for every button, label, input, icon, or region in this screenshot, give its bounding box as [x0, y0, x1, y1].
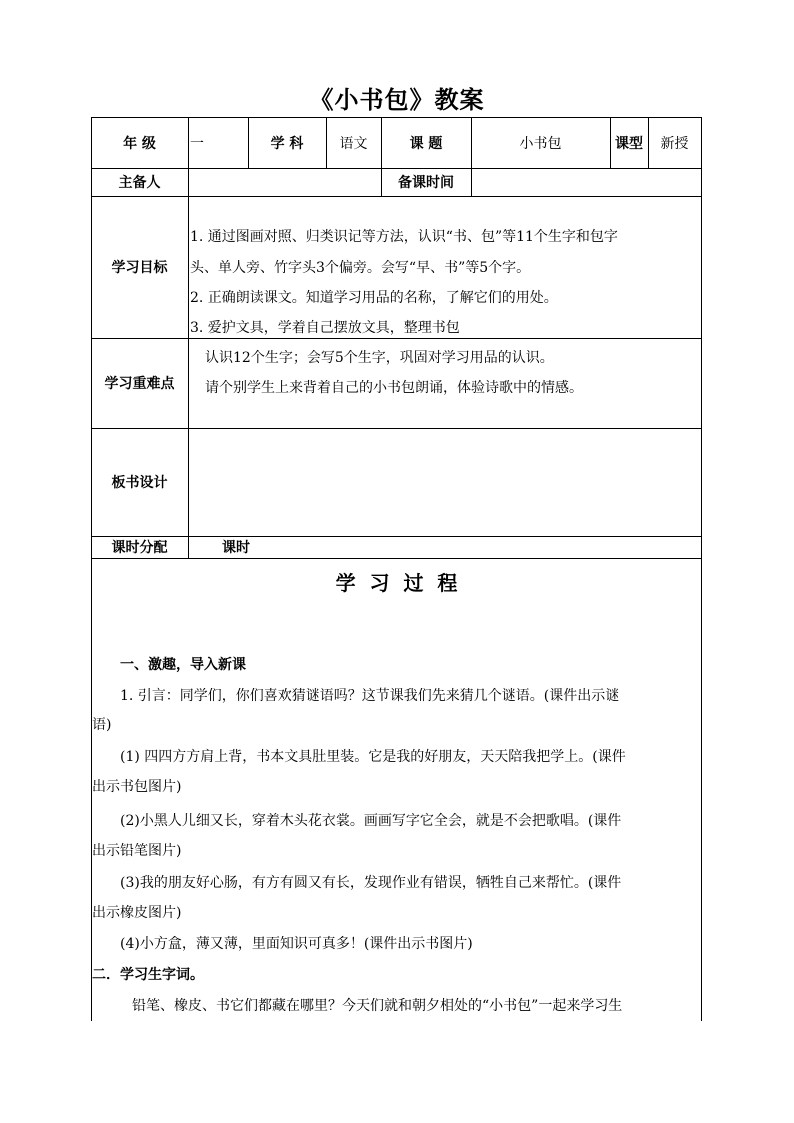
key-point-line: 请个别学生上来背着自己的小书包朗诵，体验诗歌中的情感。	[205, 380, 583, 396]
prep-time-label: 备课时间	[398, 175, 454, 191]
board-design-label: 板书设计	[111, 475, 168, 491]
preparer-value	[188, 168, 381, 196]
section-heading: 一、激趣，导入新课	[120, 657, 246, 673]
grade-label: 年 级	[123, 135, 156, 152]
process-line: 出示书包图片)	[92, 779, 182, 795]
subject-label: 学 科	[270, 135, 304, 152]
type-label: 课型	[615, 135, 643, 152]
section-heading: 二．学习生字词。	[92, 967, 204, 983]
objective-line: 1. 通过图画对照、归类识记等方法，认识“书、包”等11个生字和包字	[190, 229, 618, 245]
process-line: 1. 引言：同学们，你们喜欢猜谜语吗？这节课我们先来猜几个谜语。(课件出示谜	[120, 688, 620, 704]
process-line: 语)	[92, 717, 112, 733]
document-title: 《小书包》教案	[309, 85, 485, 114]
preparer-label: 主备人	[118, 175, 161, 191]
grade-value: 一	[190, 135, 204, 152]
objective-line: 2. 正确朗读课文。知道学习用品的名称，了解它们的用处。	[190, 290, 558, 306]
prep-time-value	[471, 168, 701, 196]
process-line: (4)小方盒，薄又薄，里面知识可真多！(课件出示书图片)	[120, 936, 473, 952]
periods-label: 课时分配	[111, 540, 168, 556]
process-heading: 学 习 过 程	[335, 571, 458, 595]
process-line: 出示铅笔图片)	[92, 843, 182, 859]
process-line: 出示橡皮图片)	[92, 905, 182, 921]
process-line: (3)我的朋友好心肠，有方有圆又有长，发现作业有错误，牺牲自己来帮忙。(课件	[120, 875, 622, 891]
objective-line: 3. 爱护文具，学着自己摆放文具，整理书包	[190, 320, 460, 336]
process-line: (2)小黑人儿细又长，穿着木头花衣裳。画画写字它全会，就是不会把歌唱。(课件	[120, 813, 622, 829]
objective-line: 头、单人旁、竹字头3个偏旁。会写“早、书”等5个字。	[190, 260, 531, 276]
process-line: (1) 四四方方肩上背，书本文具肚里装。它是我的好朋友，天天陪我把学上。(课件	[120, 749, 626, 765]
type-value: 新授	[660, 135, 689, 152]
subject-value: 语文	[339, 135, 368, 152]
topic-value: 小书包	[519, 135, 562, 152]
key-points-label: 学习重难点	[104, 376, 175, 392]
topic-label: 课 题	[409, 135, 443, 152]
process-line: 铅笔、橡皮、书它们都藏在哪里？今天们就和朝夕相处的“小书包”一起来学习生	[132, 998, 623, 1014]
key-point-line: 认识12个生字；会写5个生字，巩固对学习用品的认识。	[205, 350, 554, 366]
objectives-label: 学习目标	[111, 260, 168, 276]
periods-value: 课时	[222, 540, 250, 556]
